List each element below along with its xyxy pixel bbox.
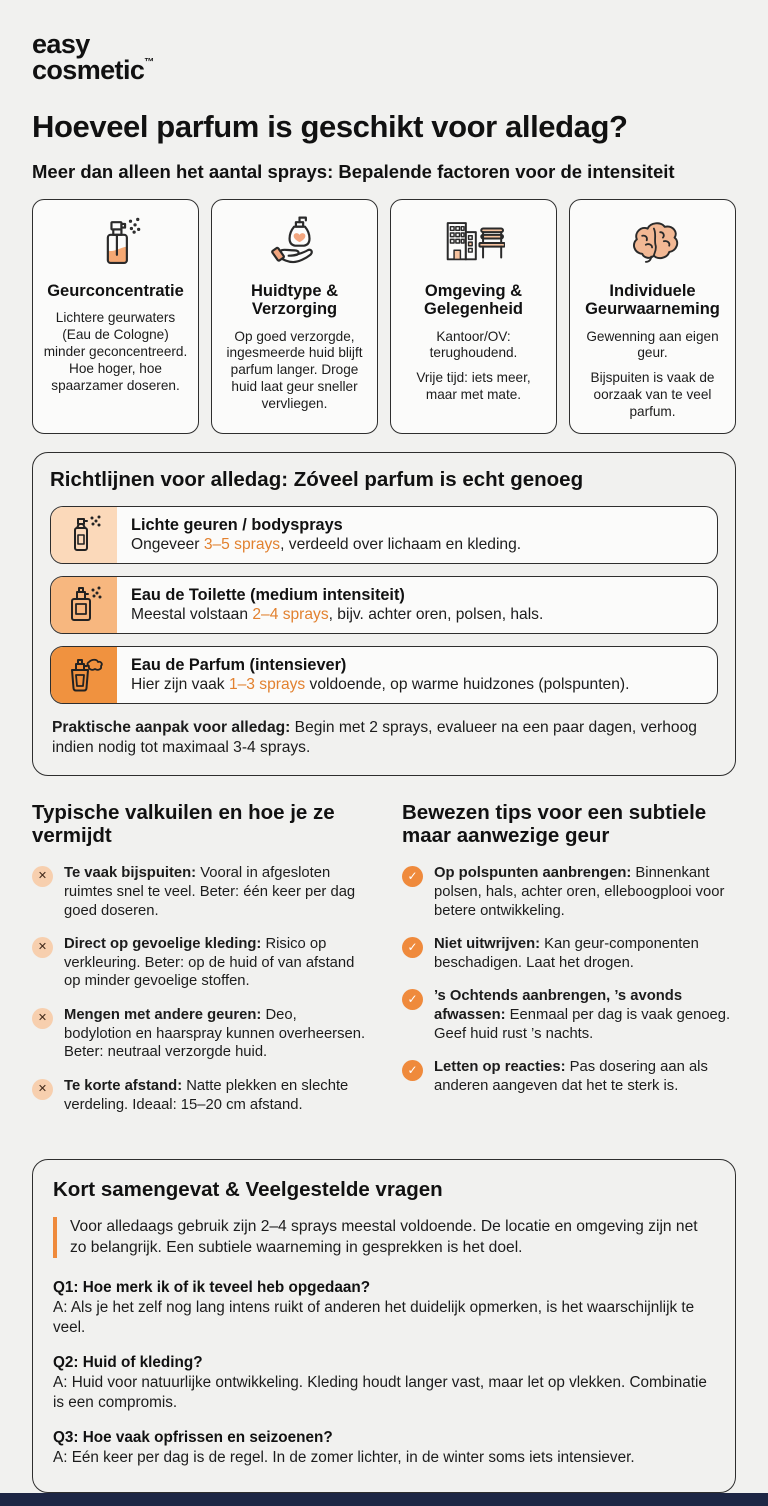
footer-bar [0,1493,768,1506]
faq-item [53,1353,715,1413]
factor-card-title: Huidtype & Verzorging [250,282,339,319]
faq-title: Kort samengevat & Veelgestelde vragen [53,1178,443,1202]
guideline-row-title: Lichte geuren / bodysprays [131,515,343,534]
tip-item: ✓ Letten op reacties: Pas dosering aan als anderen aangeven dat het te sterk is. [402,1058,736,1095]
faq-question: Q3: Hoe vaak opfrissen en seizoenen? [53,1428,333,1446]
x-icon: ✕ [32,937,53,958]
faq-item [53,1428,715,1468]
pitfalls-tips-columns [32,802,736,1129]
x-icon: ✕ [32,1079,53,1100]
factor-card-omgeving [390,199,557,434]
factor-card-huidtype [211,199,378,434]
factor-card-geurwaarneming [569,199,736,434]
faq-answer: A: Als je het zelf nog lang intens ruikt of anderen het duidelijk opmerken, is het waarschijnlijk te veel. [53,1299,695,1337]
spray-count-highlight: 1–3 sprays [228,675,306,693]
brain-icon [579,212,726,274]
tip-item: ✓ Niet uitwrijven: Kan geur-componenten beschadigen. Laat het drogen. [402,935,736,972]
factor-cards [32,199,736,434]
faq-answer: A: Huid voor natuurlijke ontwikkeling. Kleding houdt langer vast, maar let op vlekken. Combinatie is een compromis. [53,1373,707,1411]
tips-column [402,802,736,1129]
guideline-row-bodysprays: Lichte geuren / bodysprays Ongeveer 3–5 sprays, verdeeld over lichaam en kleding. [50,506,718,564]
spray-count-highlight: 3–5 sprays [203,535,281,553]
perfume-bottle-icon [42,212,189,274]
guideline-row-title: Eau de Parfum (intensiever) [131,655,347,674]
faq-section [32,1159,736,1493]
x-icon: ✕ [32,866,53,887]
edt-bottle-icon [51,577,117,633]
faq-question: Q2: Huid of kleding? [53,1354,203,1372]
pitfall-item: ✕ Mengen met andere geuren: Deo, bodylotion en haarspray kunnen overheersen. Beter: neutraal verzorgde huid. [32,1006,366,1062]
summary-callout: Voor alledaags gebruik zijn 2–4 sprays meestal voldoende. De locatie en omgeving zijn net zo belangrijk. Een subtiele waarneming in gesprekken is het doel. [53,1217,715,1258]
pitfall-item: ✕ Te vaak bijspuiten: Vooral in afgesloten ruimtes snel te veel. Beter: één keer per dag goed doseren. [32,864,366,920]
brand-logo-line2: cosmetic [32,54,145,85]
brand-logo [32,29,736,85]
factor-card-text: Lichtere geurwaters (Eau de Cologne) minder geconcentreerd. Hoe hoger, hoe spaarzamer doseren. [43,310,188,393]
guidelines-section [32,452,736,777]
pitfall-item: ✕ Te korte afstand: Natte plekken en slechte verdeling. Ideaal: 15–20 cm afstand. [32,1077,366,1114]
faq-item [53,1278,715,1338]
factor-card-text: Gewenning aan eigen geur. [586,328,719,361]
tip-item: ✓ ’s Ochtends aanbrengen, ’s avonds afwassen: Eenmaal per dag is vaak genoeg. Geef huid rust ’s nachts. [402,987,736,1043]
guideline-row-edt: Eau de Toilette (medium intensiteit) Meestal volstaan 2–4 sprays, bijv. achter oren, polsen, hals. [50,576,718,634]
guidelines-title: Richtlijnen voor alledag: Zóveel parfum is echt genoeg [50,467,584,491]
faq-answer: A: Eén keer per dag is de regel. In de zomer lichter, in de winter soms iets intensiever. [53,1448,635,1466]
check-icon: ✓ [402,1060,423,1081]
factor-card-text: Op goed verzorgde, ingesmeerde huid blijft parfum langer. Droge huid laat geur sneller vervliegen. [226,328,363,411]
pitfall-item: ✕ Direct op gevoelige kleding: Risico op verkleuring. Beter: op de huid of van afstand op minder gevoelige stoffen. [32,935,366,991]
guideline-row-title: Eau de Toilette (medium intensiteit) [131,585,405,604]
pitfalls-column [32,802,366,1129]
factor-card-text: Kantoor/OV: terughoudend. [429,328,518,361]
trademark-symbol: ™ [144,56,155,68]
factor-card-text: Bijspuiten is vaak de oorzaak van te veel parfum. [590,370,715,419]
factor-card-title: Omgeving & Gelegenheid [423,282,524,319]
pitfalls-title: Typische valkuilen en hoe je ze vermijdt [32,801,335,848]
bodyspray-icon [51,507,117,563]
faq-question: Q1: Hoe merk ik of ik teveel heb opgedaan? [53,1279,371,1297]
tip-item: ✓ Op polspunten aanbrengen: Binnenkant polsen, hals, achter oren, elleboogplooi voor betere ontwikkeling. [402,864,736,920]
spray-count-highlight: 2–4 sprays [252,605,329,623]
check-icon: ✓ [402,937,423,958]
building-bench-icon [400,212,547,274]
x-icon: ✕ [32,1008,53,1029]
guideline-row-edp: Eau de Parfum (intensiever) Hier zijn vaak 1–3 sprays voldoende, op warme huidzones (polspunten). [50,646,718,704]
factor-card-title: Geurconcentratie [47,282,184,301]
practical-approach-note: Praktische aanpak voor alledag: Begin met 2 sprays, evalueer na een paar dagen, verhoog indien nodig tot maximaal 3-4 sprays. [52,718,697,757]
check-icon: ✓ [402,866,423,887]
check-icon: ✓ [402,989,423,1010]
page-title: Hoeveel parfum is geschikt voor alledag? [32,109,628,145]
page-subtitle: Meer dan alleen het aantal sprays: Bepalende factoren voor de intensiteit [32,161,675,183]
edp-bottle-icon [51,647,117,703]
factor-card-title: Individuele Geurwaarneming [585,282,720,319]
brand-logo-line1: easy [32,29,90,59]
factor-card-text: Vrije tijd: iets meer, maar met mate. [416,370,531,403]
hand-lotion-icon [221,212,368,274]
factor-card-geurconcentratie [32,199,199,434]
tips-title: Bewezen tips voor een subtiele maar aanwezige geur [402,801,707,848]
